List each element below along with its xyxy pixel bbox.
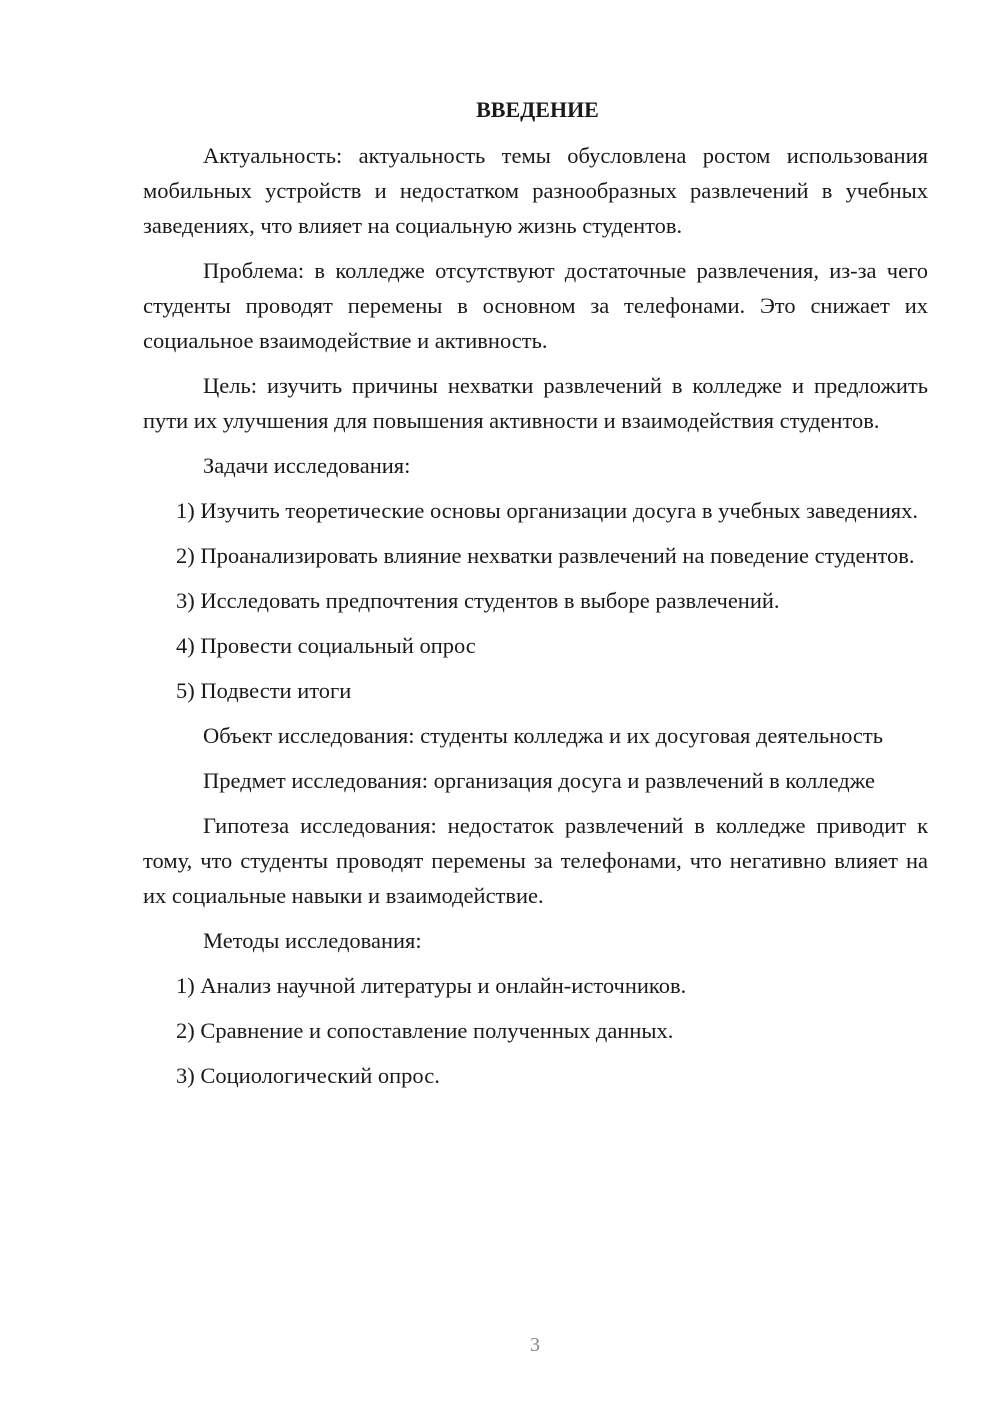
task-item-4: 4) Провести социальный опрос <box>176 633 476 658</box>
task-item-1: 1) Изучить теоретические основы организации досуга в учебных заведениях. <box>176 498 918 523</box>
page-content <box>143 94 928 1103</box>
section-heading: ВВЕДЕНИЕ <box>476 97 599 122</box>
task-item-5: 5) Подвести итоги <box>176 678 352 703</box>
hypothesis-paragraph: Гипотеза исследования: недостаток развлечений в колледже приводит к тому, что студенты проводят перемены за телефонами, что негативно влияет на их социальные навыки и взаимодействие. <box>143 813 928 908</box>
goal-paragraph: Цель: изучить причины нехватки развлечений в колледже и предложить пути их улучшения для повышения активности и взаимодействия студентов. <box>143 373 928 433</box>
subject-paragraph: Предмет исследования: организация досуга и развлечений в колледже <box>203 768 875 793</box>
relevance-paragraph: Актуальность: актуальность темы обусловлена ростом использования мобильных устройств и недостатком разнообразных развлечений в учебных заведениях, что влияет на социальную жизнь студентов. <box>143 143 928 238</box>
tasks-title: Задачи исследования: <box>203 453 411 478</box>
object-paragraph: Объект исследования: студенты колледжа и их досуговая деятельность <box>203 723 884 748</box>
task-item-3: 3) Исследовать предпочтения студентов в выборе развлечений. <box>176 588 780 613</box>
method-item-3: 3) Социологический опрос. <box>176 1063 440 1088</box>
method-item-2: 2) Сравнение и сопоставление полученных данных. <box>176 1018 674 1043</box>
method-item-1: 1) Анализ научной литературы и онлайн-источников. <box>176 973 687 998</box>
methods-title: Методы исследования: <box>203 928 422 953</box>
page-number: 3 <box>530 1334 540 1356</box>
problem-paragraph: Проблема: в колледже отсутствуют достаточные развлечения, из-за чего студенты проводят перемены в основном за телефонами. Это снижает их социальное взаимодействие и активность. <box>143 258 928 353</box>
task-item-2: 2) Проанализировать влияние нехватки развлечений на поведение студентов. <box>176 543 915 568</box>
